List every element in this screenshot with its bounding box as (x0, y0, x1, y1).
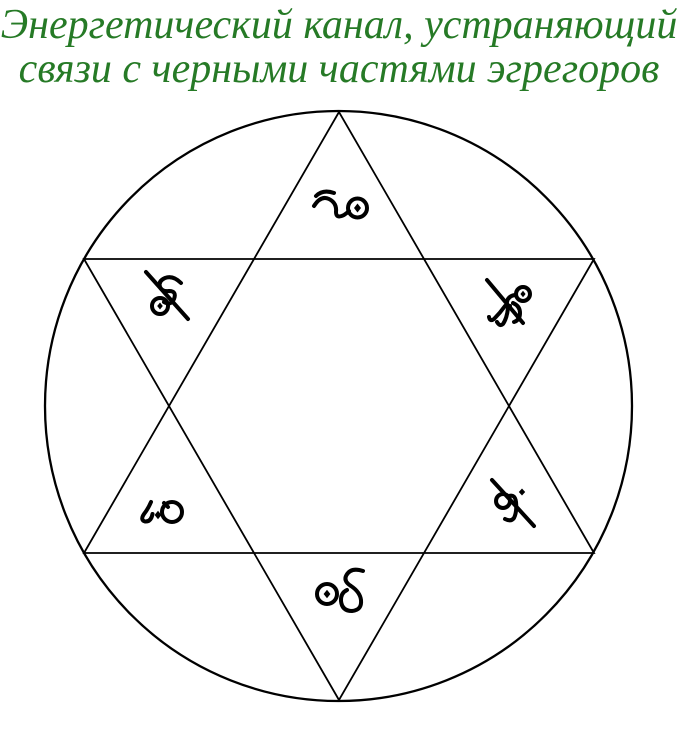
triangle-up (84, 112, 594, 553)
title-line-2: связи с черными частями эгрегоров (18, 45, 660, 92)
triangle-down (84, 259, 594, 700)
sigil-upper-right (487, 280, 530, 325)
sigil-bottom (317, 570, 363, 611)
sigil-top (314, 192, 367, 218)
title-line-1: Энергетический канал, устраняющий (0, 2, 678, 48)
sigil-lower-right (492, 480, 534, 526)
sigil-upper-left (146, 272, 188, 319)
outer-circle (45, 111, 632, 701)
sigil-lower-left (142, 502, 182, 522)
